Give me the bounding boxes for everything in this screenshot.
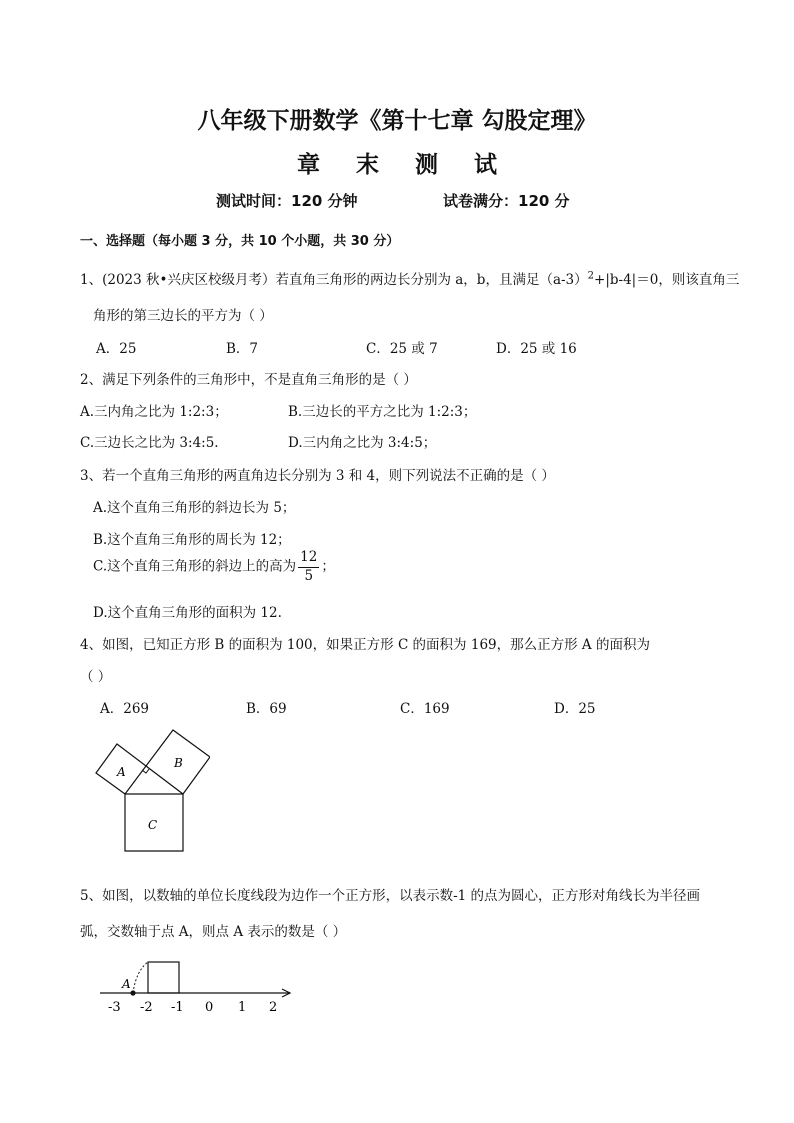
question-2-option-a: A.三内角之比为 1:2:3； xyxy=(80,404,228,420)
tick-label-2: 2 xyxy=(269,1000,278,1015)
question-1-option-c: C．25 或 7 xyxy=(366,341,438,357)
question-3-option-a: A.这个直角三角形的斜边长为 5； xyxy=(93,500,296,516)
document-subtitle: 章 末 测 试 xyxy=(296,152,512,178)
question-1-option-b: B．7 xyxy=(226,341,259,357)
fraction-denominator: 5 xyxy=(304,567,314,584)
question-4-paren: （ ） xyxy=(80,669,112,685)
fraction-12-over-5 xyxy=(298,551,319,583)
question-4-option-c: C．169 xyxy=(400,701,450,717)
question-2-option-c: C.三边长之比为 3:4:5. xyxy=(80,435,219,451)
axis-tick-labels xyxy=(108,1000,277,1015)
tick-label-neg3: -3 xyxy=(108,1000,121,1015)
test-time: 测试时间：120 分钟 xyxy=(216,192,358,210)
question-3-option-d: D.这个直角三角形的面积为 12. xyxy=(93,605,282,621)
question-4-option-b: B．69 xyxy=(246,701,287,717)
section-heading: 一、选择题（每小题 3 分，共 10 个小题，共 30 分） xyxy=(80,234,400,249)
label-a: A xyxy=(117,765,126,779)
document-title: 八年级下册数学《第十七章 勾股定理》 xyxy=(197,108,597,134)
fraction-numerator: 12 xyxy=(298,551,319,568)
tick-label-neg1: -1 xyxy=(171,1000,184,1015)
question-1-superscript: 2 xyxy=(587,270,595,282)
question-3-stem: 3、若一个直角三角形的两直角边长分别为 3 和 4，则下列说法不正确的是（ ） xyxy=(80,468,555,484)
label-b: B xyxy=(174,756,183,770)
question-2-option-b: B.三边长的平方之比为 1:2:3； xyxy=(288,404,477,420)
question-1-text-a: 1、(2023 秋•兴庆区校级月考）若直角三角形的两边长分别为 a，b，且满足（a-3） xyxy=(80,272,588,288)
question-1-option-d: D．25 或 16 xyxy=(496,341,577,357)
point-a-dot xyxy=(130,990,135,995)
question-3-option-c-text: C.这个直角三角形的斜边上的高为 xyxy=(93,558,297,575)
question-1-line-2: 角形的第三边长的平方为（ ） xyxy=(93,308,273,324)
point-a-label: A xyxy=(122,977,131,991)
question-2-stem: 2、满足下列条件的三角形中，不是直角三角形的是（ ） xyxy=(80,372,417,388)
tick-label-1: 1 xyxy=(238,1000,247,1015)
number-line-figure xyxy=(96,955,300,1017)
tick-label-neg2: -2 xyxy=(140,1000,153,1015)
test-score: 试卷满分：120 分 xyxy=(443,192,570,210)
question-4-stem: 4、如图，已知正方形 B 的面积为 100，如果正方形 C 的面积为 169，那么正方形 A 的面积为 xyxy=(80,637,650,653)
dashed-arc xyxy=(133,962,148,993)
question-2-option-d: D.三内角之比为 3:4:5； xyxy=(288,435,437,451)
pythagorean-squares-figure xyxy=(90,725,210,857)
question-4-option-a: A．269 xyxy=(100,701,150,717)
question-5-line-2: 弧，交数轴于点 A，则点 A 表示的数是（ ） xyxy=(80,924,347,940)
question-3-option-c xyxy=(93,551,335,583)
question-1-text-b: +|b-4|＝0，则该直角三 xyxy=(594,272,740,288)
question-1-line-1 xyxy=(80,268,739,288)
question-3-option-b: B.这个直角三角形的周长为 12； xyxy=(93,532,291,548)
label-c: C xyxy=(148,818,158,832)
question-3-option-c-end: ； xyxy=(321,558,335,575)
question-1-option-a: A．25 xyxy=(96,341,137,357)
question-4-option-d: D．25 xyxy=(554,701,596,717)
unit-square xyxy=(148,962,179,993)
tick-label-0: 0 xyxy=(205,1000,214,1015)
question-5-line-1: 5、如图，以数轴的单位长度线段为边作一个正方形，以表示数-1 的点为圆心，正方形对角线长为半径画 xyxy=(80,888,701,904)
